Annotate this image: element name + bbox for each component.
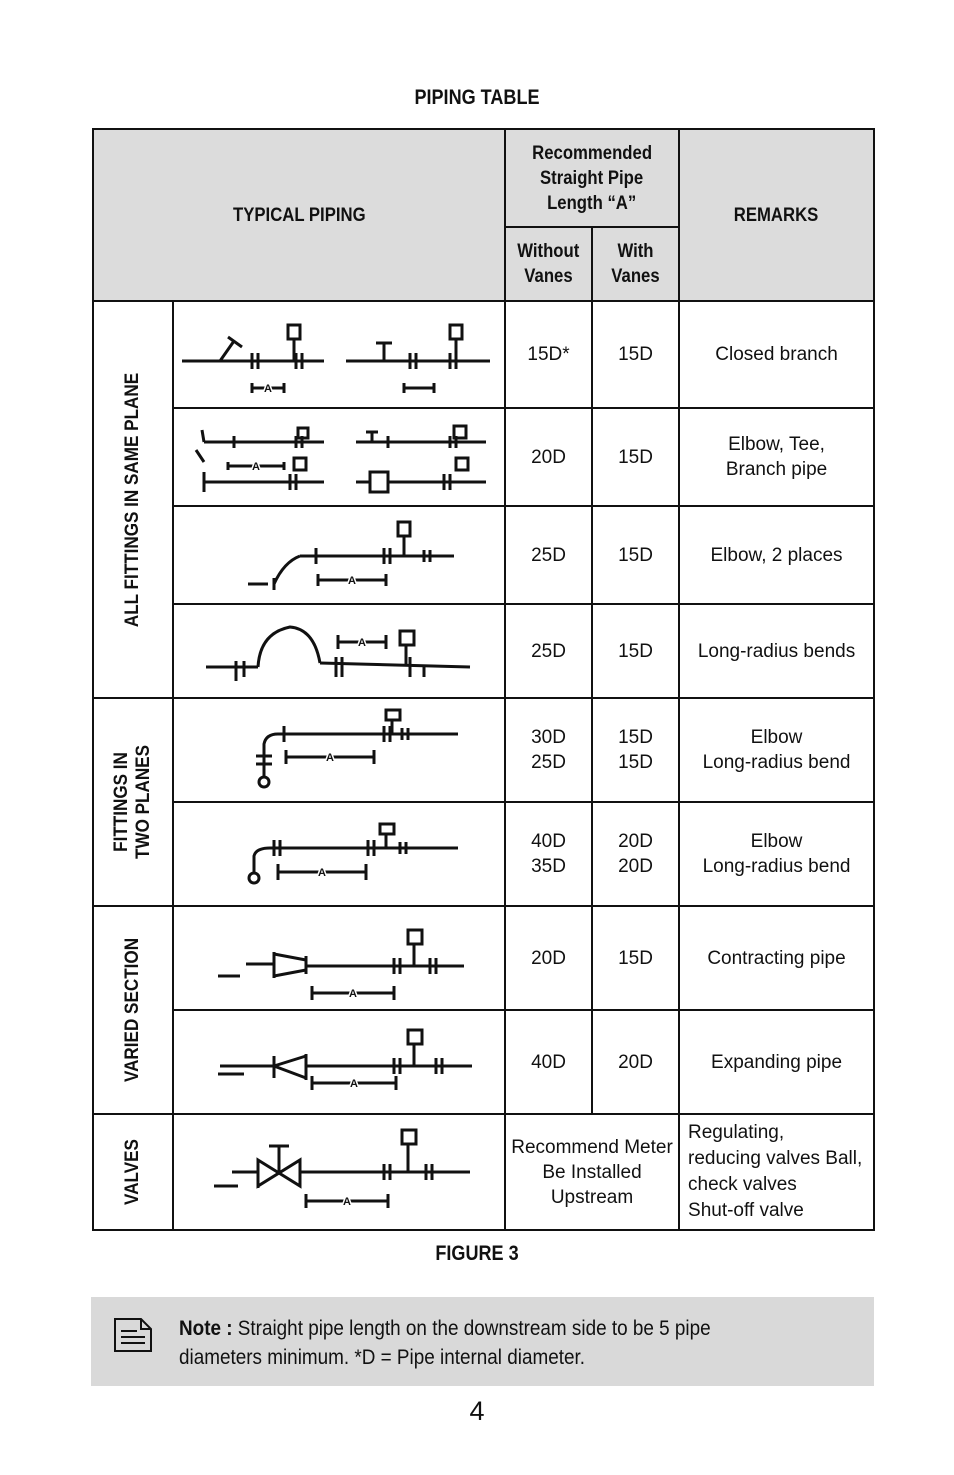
contracting-pipe-diagram	[173, 906, 505, 1010]
row5-remarks: Elbow Long-radius bend	[679, 802, 874, 906]
note-text: Note : Straight pipe length on the downstream side to be 5 pipe diameters minimum. *D = Pipe internal diameter.	[179, 1317, 711, 1369]
header-typical-piping: TYPICAL PIPING	[93, 129, 505, 301]
row4-with-vanes: 15D 15D	[592, 698, 679, 802]
row0-without-vanes: 15D*	[505, 301, 592, 408]
note-icon	[111, 1313, 155, 1362]
two-planes-diagram-2	[173, 802, 505, 906]
valves-diagram	[173, 1114, 505, 1230]
header-recommended: Recommended Straight Pipe Length “A”	[505, 129, 679, 227]
header-with-vanes: With Vanes	[592, 227, 679, 301]
row1-without-vanes: 20D	[505, 408, 592, 506]
row4-without-vanes: 30D 25D	[505, 698, 592, 802]
two-planes-diagram-1	[173, 698, 505, 802]
row2-without-vanes: 25D	[505, 506, 592, 604]
elbow-two-places-diagram	[173, 506, 505, 604]
valves-remarks: Regulating, reducing valves Ball, check valves Shut-off valve	[679, 1114, 874, 1230]
row3-remarks: Long-radius bends	[679, 604, 874, 698]
long-radius-bends-diagram	[173, 604, 505, 698]
dimension-a-label: A	[326, 752, 334, 764]
row6-with-vanes: 15D	[592, 906, 679, 1010]
category-same-plane: ALL FITTINGS IN SAME PLANE	[93, 301, 173, 698]
row7-remarks: Expanding pipe	[679, 1010, 874, 1114]
piping-table	[92, 128, 875, 1231]
header-remarks: REMARKS	[679, 129, 874, 301]
row3-without-vanes: 25D	[505, 604, 592, 698]
row4-remarks: Elbow Long-radius bend	[679, 698, 874, 802]
valves-recommendation: Recommend Meter Be Installed Upstream	[505, 1114, 679, 1230]
dimension-a-label: A	[350, 1078, 358, 1090]
header-without-vanes: Without Vanes	[505, 227, 592, 301]
note-box	[91, 1297, 874, 1386]
dimension-a-label: A	[349, 988, 357, 1000]
row5-with-vanes: 20D 20D	[592, 802, 679, 906]
category-varied-section: VARIED SECTION	[93, 906, 173, 1114]
row7-with-vanes: 20D	[592, 1010, 679, 1114]
dimension-a-label: A	[343, 1196, 351, 1208]
closed-branch-diagram	[173, 301, 505, 408]
table-title: PIPING TABLE	[414, 86, 540, 109]
row2-with-vanes: 15D	[592, 506, 679, 604]
row3-with-vanes: 15D	[592, 604, 679, 698]
row7-without-vanes: 40D	[505, 1010, 592, 1114]
row0-remarks: Closed branch	[679, 301, 874, 408]
page-number: 4	[469, 1396, 485, 1426]
row0-with-vanes: 15D	[592, 301, 679, 408]
dimension-a-label: A	[264, 382, 272, 395]
row6-remarks: Contracting pipe	[679, 906, 874, 1010]
category-valves: VALVES	[93, 1114, 173, 1230]
figure-caption: FIGURE 3	[435, 1242, 519, 1265]
elbow-tee-branch-diagram	[173, 408, 505, 506]
row1-remarks: Elbow, Tee, Branch pipe	[679, 408, 874, 506]
expanding-pipe-diagram	[173, 1010, 505, 1114]
row6-without-vanes: 20D	[505, 906, 592, 1010]
row2-remarks: Elbow, 2 places	[679, 506, 874, 604]
row1-with-vanes: 15D	[592, 408, 679, 506]
dimension-a-label: A	[348, 574, 356, 587]
category-two-planes: FITTINGS IN TWO PLANES	[93, 698, 173, 906]
dimension-a-label: A	[318, 867, 326, 879]
note-label: Note :	[179, 1317, 233, 1340]
row5-without-vanes: 40D 35D	[505, 802, 592, 906]
dimension-a-label: A	[252, 460, 260, 473]
dimension-a-label: A	[358, 637, 366, 649]
